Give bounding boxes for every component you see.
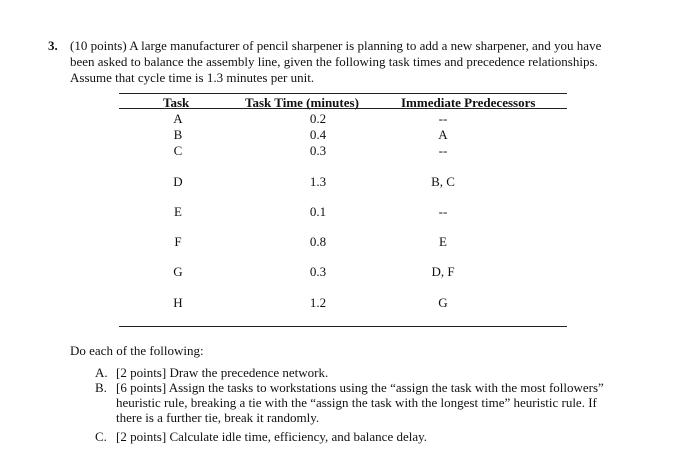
part-text [116,429,646,444]
problem-line: (10 points) A large manufacturer of pencil sharpener is planning to add a new sharpener, and you have [70,38,602,53]
part-line: [2 points] Calculate idle time, efficiency, and balance delay. [116,429,428,444]
cell-time: 0.1 [309,204,327,219]
problem-text [70,38,648,86]
part-line: [2 points] Draw the precedence network. [116,365,329,380]
cell-predecessors: B, C [431,174,455,189]
cell-time: 1.3 [309,174,327,189]
part-text [116,365,646,380]
cell-predecessors: -- [438,111,448,126]
part-line: heuristic rule, breaking a tie with the “assign the task with the longest time” heuristic rule. If [116,395,597,410]
header-task-time: Task Time (minutes) [245,95,359,110]
cell-task: E [174,204,182,219]
cell-task: D [173,174,183,189]
cell-task: B [173,127,183,142]
cell-task: G [173,264,183,279]
cell-predecessors: A [438,127,448,142]
problem-line: been asked to balance the assembly line, given the following task times and precedence relationships. [70,54,598,69]
table-bottom-rule [119,326,567,327]
problem-line: Assume that cycle time is 1.3 minutes per unit. [70,70,315,85]
cell-time: 0.2 [309,111,327,126]
part-label: A. [95,365,108,380]
cell-task: C [173,143,183,158]
cell-task: A [173,111,183,126]
cell-task: H [173,295,183,310]
problem-number: 3. [48,38,58,53]
part-label: C. [95,429,107,444]
cell-predecessors: G [438,295,448,310]
cell-time: 0.4 [309,127,327,142]
part-line: there is a further tie, break it randomly. [116,410,320,425]
cell-task: F [174,234,182,249]
cell-predecessors: E [439,234,447,249]
cell-predecessors: -- [438,143,448,158]
instructions: Do each of the following: [70,343,204,358]
cell-time: 0.8 [309,234,327,249]
cell-time: 0.3 [309,264,327,279]
cell-predecessors: D, F [431,264,455,279]
part-line: [6 points] Assign the tasks to workstations using the “assign the task with the most followers” [116,380,604,395]
part-text [116,380,646,425]
header-task: Task [163,95,190,110]
table-top-rule [119,93,567,94]
part-label: B. [95,380,107,395]
table-header-rule [119,108,567,109]
cell-time: 1.2 [309,295,327,310]
header-predecessors: Immediate Predecessors [401,95,536,110]
cell-predecessors: -- [438,204,448,219]
cell-time: 0.3 [309,143,327,158]
